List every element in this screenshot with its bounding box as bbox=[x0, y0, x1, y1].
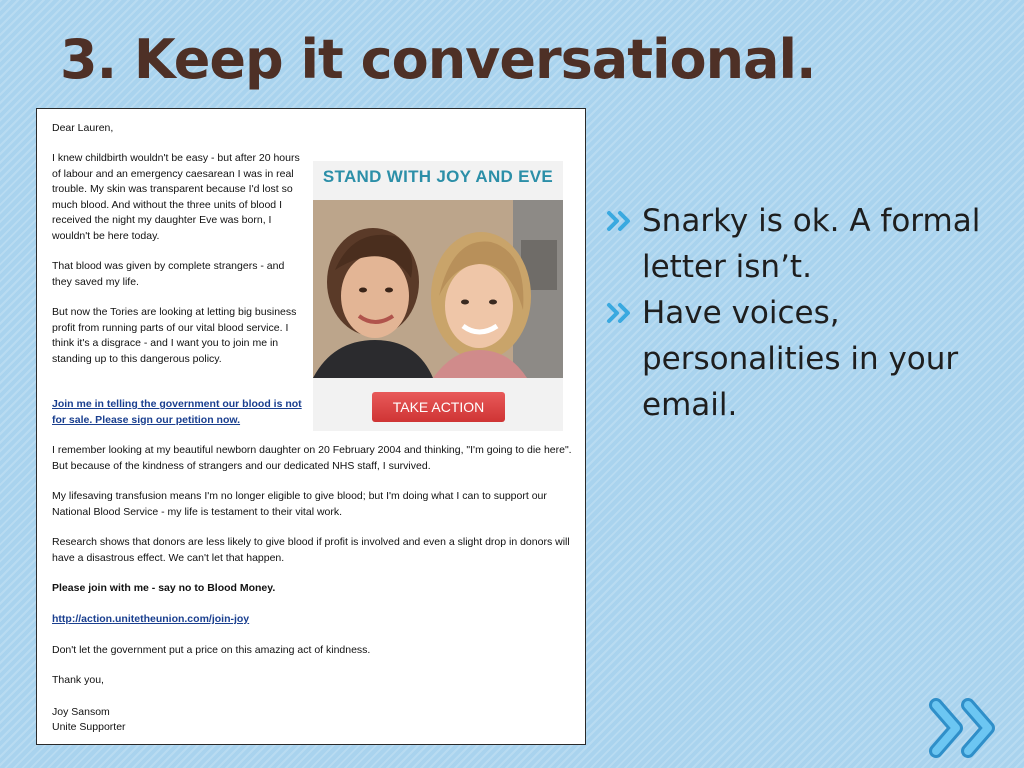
signature-role: Unite Supporter bbox=[52, 721, 126, 733]
email-paragraph-8: Please join with me - say no to Blood Money. bbox=[52, 582, 276, 594]
bullet-list bbox=[606, 198, 1006, 428]
petition-link[interactable]: Join me in telling the government our blood is not for sale. Please sign our petition now. bbox=[52, 398, 302, 426]
slide-title: 3. Keep it conversational. bbox=[60, 28, 816, 91]
next-slide-button[interactable] bbox=[926, 697, 1002, 759]
double-chevron-icon bbox=[606, 210, 634, 232]
take-action-button[interactable]: TAKE ACTION bbox=[372, 392, 505, 422]
promo-heading: STAND WITH JOY AND EVE bbox=[322, 167, 554, 186]
promo-box bbox=[313, 161, 563, 431]
email-paragraph-2: That blood was given by complete strangers - and they saved my life. bbox=[52, 260, 285, 288]
email-paragraph-1: I knew childbirth wouldn't be easy - but after 20 hours of labour and an emergency caesarean I was in real trouble. My skin was transparent because I'd lost so much blood. And without the three units of blood I received the night my daughter Eve was born, I wouldn't be here today. bbox=[52, 152, 300, 242]
double-chevron-icon bbox=[606, 302, 634, 324]
mother-daughter-photo bbox=[313, 200, 563, 378]
email-screenshot bbox=[36, 108, 586, 745]
bullet-item bbox=[606, 198, 1006, 290]
bullet-item bbox=[606, 290, 1006, 428]
email-paragraph-7: Research shows that donors are less likely to give blood if profit is involved and even a slight drop in donors will have a disastrous effect. We can't let that happen. bbox=[52, 536, 570, 564]
email-paragraph-3: But now the Tories are looking at letting big business profit from running parts of our vital blood service. I think it's a disgrace - and I want you to join me in standing up to this dangerous policy. bbox=[52, 306, 297, 365]
signature-name: Joy Sansom bbox=[52, 706, 110, 718]
email-paragraph-6: My lifesaving transfusion means I'm no longer eligible to give blood; but I'm doing what I can to support our National Blood Service - my life is testament to their vital work. bbox=[52, 490, 547, 518]
email-greeting: Dear Lauren, bbox=[52, 122, 114, 134]
bullet-text: Have voices, personalities in your email. bbox=[642, 295, 959, 423]
join-url-link[interactable]: http://action.unitetheunion.com/join-joy bbox=[52, 613, 250, 625]
email-signoff: Thank you, bbox=[52, 674, 104, 686]
double-chevron-next-icon bbox=[926, 697, 1002, 759]
bullet-text: Snarky is ok. A formal letter isn’t. bbox=[642, 203, 981, 285]
email-paragraph-9: Don't let the government put a price on this amazing act of kindness. bbox=[52, 644, 371, 656]
email-paragraph-5: I remember looking at my beautiful newborn daughter on 20 February 2004 and thinking, "I'm going to die here". But because of the kindness of strangers and our dedicated NHS staff, I survived. bbox=[52, 444, 572, 472]
